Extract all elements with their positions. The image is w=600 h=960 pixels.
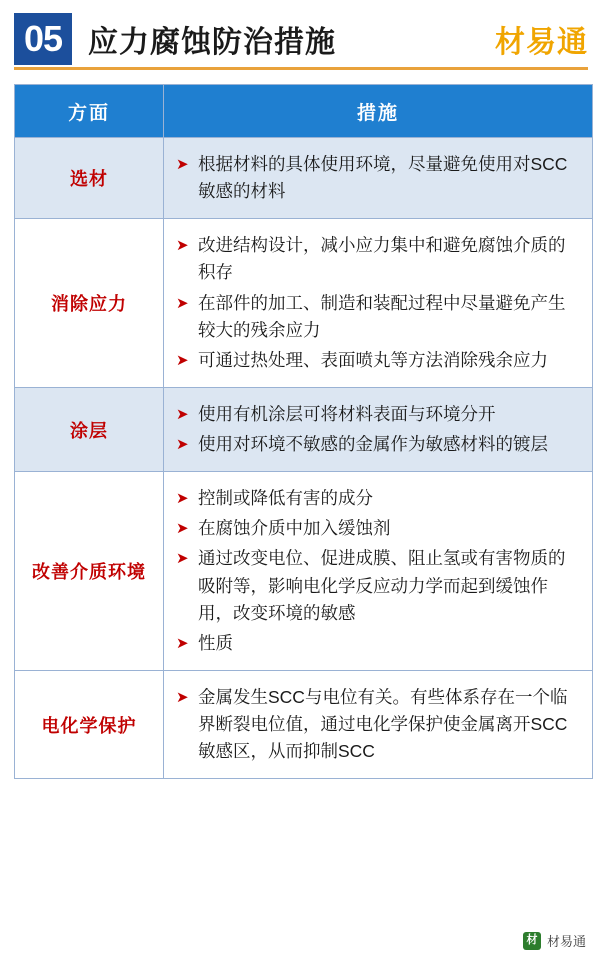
arrow-bullet-icon: ➤ bbox=[176, 351, 189, 369]
measure-list bbox=[176, 485, 582, 657]
arrow-bullet-icon: ➤ bbox=[176, 520, 189, 538]
table-row bbox=[15, 138, 593, 219]
column-header-measure: 措施 bbox=[164, 85, 593, 138]
page-header bbox=[0, 0, 600, 78]
arrow-bullet-icon: ➤ bbox=[176, 237, 189, 255]
row-measure-cell bbox=[164, 138, 593, 219]
row-aspect-label: 涂层 bbox=[15, 387, 164, 471]
section-number-badge: 05 bbox=[14, 13, 72, 65]
list-item-text: 金属发生SCC与电位有关。有些体系存在一个临界断裂电位值，通过电化学保护使金属离开SCC敏感区，从而抑制SCC bbox=[198, 686, 568, 762]
page-title: 应力腐蚀防治措施 bbox=[88, 26, 336, 59]
list-item-text: 可通过热处理、表面喷丸等方法消除残余应力 bbox=[198, 349, 548, 370]
table-body bbox=[15, 138, 593, 779]
list-item bbox=[176, 545, 582, 626]
list-item bbox=[176, 347, 582, 374]
row-measure-cell bbox=[164, 670, 593, 778]
measure-list bbox=[176, 232, 582, 374]
table-row bbox=[15, 472, 593, 671]
list-item bbox=[176, 630, 582, 657]
arrow-bullet-icon: ➤ bbox=[176, 156, 189, 173]
list-item bbox=[176, 431, 582, 458]
table-row bbox=[15, 387, 593, 471]
list-item-text: 根据材料的具体使用环境，尽量避免使用对SCC敏感的材料 bbox=[198, 154, 568, 202]
watermark bbox=[523, 931, 586, 950]
arrow-bullet-icon: ➤ bbox=[176, 294, 189, 312]
list-item-text: 性质 bbox=[198, 632, 233, 653]
row-measure-cell bbox=[164, 472, 593, 671]
list-item-text: 使用对环境不敏感的金属作为敏感材料的镀层 bbox=[198, 434, 548, 454]
row-aspect-label: 电化学保护 bbox=[15, 670, 164, 778]
measure-list bbox=[176, 684, 582, 765]
list-item bbox=[176, 485, 582, 512]
list-item-text: 控制或降低有害的成分 bbox=[198, 488, 373, 509]
table-row bbox=[15, 219, 593, 388]
watermark-logo-icon: 材 bbox=[523, 932, 541, 950]
row-measure-cell bbox=[164, 387, 593, 471]
watermark-label: 材易通 bbox=[546, 934, 586, 949]
header-divider bbox=[14, 67, 588, 70]
list-item bbox=[176, 151, 582, 205]
list-item-text: 改进结构设计，减小应力集中和避免腐蚀介质的积存 bbox=[198, 235, 566, 283]
list-item bbox=[176, 290, 582, 344]
list-item-text: 使用有机涂层可将材料表面与环境分开 bbox=[198, 403, 496, 424]
measure-list bbox=[176, 151, 582, 205]
row-aspect-label: 消除应力 bbox=[15, 219, 164, 388]
measures-table bbox=[14, 84, 593, 779]
table-header bbox=[15, 85, 593, 138]
column-header-aspect: 方面 bbox=[15, 85, 164, 138]
list-item bbox=[176, 515, 582, 542]
measure-list bbox=[176, 401, 582, 458]
row-aspect-label: 选材 bbox=[15, 138, 164, 219]
list-item bbox=[176, 401, 582, 428]
row-aspect-label: 改善介质环境 bbox=[15, 472, 164, 671]
arrow-bullet-icon: ➤ bbox=[176, 490, 189, 508]
list-item-text: 在部件的加工、制造和装配过程中尽量避免产生较大的残余应力 bbox=[198, 292, 566, 340]
brand-logo-text: 材易通 bbox=[495, 26, 588, 59]
list-item-text: 在腐蚀介质中加入缓蚀剂 bbox=[198, 518, 391, 539]
list-item bbox=[176, 684, 582, 765]
arrow-bullet-icon: ➤ bbox=[176, 405, 189, 423]
table-row bbox=[15, 670, 593, 778]
arrow-bullet-icon: ➤ bbox=[176, 436, 189, 453]
arrow-bullet-icon: ➤ bbox=[176, 550, 189, 568]
table-header-row bbox=[15, 85, 593, 138]
row-measure-cell bbox=[164, 219, 593, 388]
content-table-wrapper bbox=[0, 78, 600, 779]
arrow-bullet-icon: ➤ bbox=[176, 688, 189, 706]
list-item-text: 通过改变电位、促进成膜、阻止氢或有害物质的吸附等，影响电化学反应动力学而起到缓蚀作用，改变环境的敏感 bbox=[198, 548, 566, 623]
list-item bbox=[176, 232, 582, 286]
arrow-bullet-icon: ➤ bbox=[176, 634, 189, 652]
